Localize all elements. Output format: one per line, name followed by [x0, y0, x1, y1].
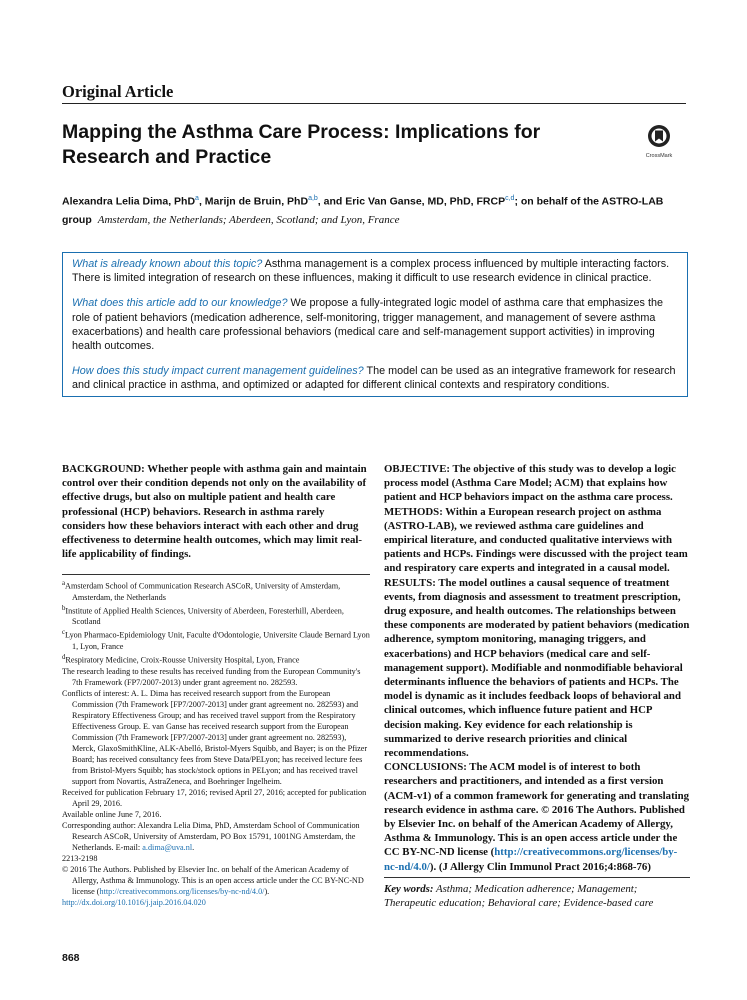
key-point	[72, 257, 678, 285]
footnote-corresponding	[62, 820, 370, 853]
key-point-question: What does this article add to our knowledge?	[72, 297, 288, 310]
affiliation-line: Amsterdam, the Netherlands; Aberdeen, Scotland; and Lyon, France	[97, 213, 400, 226]
footnote-copyright	[62, 864, 370, 897]
footnote-sup: c	[62, 629, 66, 637]
footnote-online: Available online June 7, 2016.	[62, 809, 162, 819]
footnotes	[62, 574, 370, 908]
footnote-sup: d	[62, 654, 66, 662]
abstract-left-column	[62, 462, 370, 561]
footnote-sup: a	[62, 580, 66, 587]
crossmark-icon	[647, 124, 671, 148]
abstract-results: RESULTS: The model outlines a causal sequence of treatment events, from diagnosis and assessment to treatment prescription, drug exposure, and health outcomes. The relationships between these components are moderated by patient behaviors (medication adherence, symptom monitoring, managing triggers, and exacerbations) and HCP behaviors (medical care and self-management support). Modifiable and nonmodifiable behavioral determinants influence the behaviors of patients and HCPs. The model is dynamic as it includes feedback loops of behavioral and clinical outcomes, which influence future patient and HCP decision making. Key evidence for each relationship is summarized to derive research priorities and clinical recommendations.	[384, 576, 690, 760]
keywords-text: Asthma; Medication adherence; Management; Therapeutic education; Behavioral care; Evidence-based care	[384, 883, 654, 910]
abstract-right-column	[384, 462, 690, 874]
abstract-objective: OBJECTIVE: The objective of this study was to develop a logic process model (Asthma Care Model; ACM) that explains how patient and HCP behaviors impact on the asthma care process.	[384, 463, 676, 504]
footnote-text: Amsterdam School of Communication Research ASCoR, University of Amsterdam, Amsterdam, the Netherlands	[65, 581, 341, 602]
footnote-affiliation	[62, 603, 370, 628]
author-name: Eric Van Ganse, MD, PhD, FRCP	[345, 195, 506, 208]
crossmark-badge[interactable]	[634, 124, 684, 160]
doi-link[interactable]: http://dx.doi.org/10.1016/j.jaip.2016.04.020	[62, 897, 206, 907]
author-affil-sup[interactable]: a	[195, 195, 199, 202]
footnote-text: Lyon Pharmaco-Epidemiology Unit, Faculte d'Odontologie, Universite Claude Bernard Lyon 1, Lyon, France	[65, 631, 370, 652]
crossmark-label: CrossMark	[645, 153, 673, 159]
footnote-text: Corresponding author: Alexandra Lelia Dima, PhD, Amsterdam School of Communication Research ASCoR, University of Amsterdam, PO Box 15791, 1001NG Amsterdam, the Netherlands. E-mail:	[62, 820, 360, 852]
footnote-text: ).	[264, 886, 270, 896]
key-points-box	[62, 252, 688, 397]
author-list	[62, 190, 688, 229]
author-name: Marijn de Bruin, PhD	[204, 195, 309, 208]
footnote-funding: The research leading to these results has received funding from the European Community's 7th Framework (FP7/2007-2013) under grant agreement no. 282593.	[62, 666, 361, 687]
author-affil-sup[interactable]: a,b	[308, 195, 318, 202]
conclusions-text: ). (J Allergy Clin Immunol Pract 2016;4:868-76)	[429, 860, 651, 873]
author-affil-sup[interactable]: c,d	[505, 195, 515, 202]
footnote-text: Institute of Applied Health Sciences, University of Aberdeen, Foresterhill, Aberdeen, Scotland	[65, 606, 344, 627]
article-title: Mapping the Asthma Care Process: Implications for Research and Practice	[62, 121, 541, 168]
license-link[interactable]: http://creativecommons.org/licenses/by-nc-nd/4.0/	[384, 846, 678, 873]
abstract-background: BACKGROUND: Whether people with asthma gain and maintain control over their condition depends not only on the availability of effective drugs, but also on multiple patient and health care professional (HCP) behaviors. Research in asthma rarely considers how these behaviors interact with each other and drug effectiveness to determine health outcomes, which may limit real-life applicability of findings.	[62, 463, 367, 561]
page-number: 868	[62, 952, 80, 964]
key-point-question: What is already known about this topic?	[72, 258, 263, 270]
key-point-question: How does this study impact current management guidelines?	[72, 365, 364, 378]
footnote-received: Received for publication February 17, 2016; revised April 27, 2016; accepted for publication April 29, 2016.	[62, 787, 367, 808]
footnote-affiliation	[62, 652, 370, 666]
keywords-label: Key words:	[384, 883, 434, 895]
abstract-methods: METHODS: Within a European research project on asthma (ASTRO-LAB), we reviewed asthma care guidelines and empirical literature, and conducted qualitative interviews with patients and HCPs. Findings were discussed with the project team and respiratory care experts and integrated in a causal model.	[384, 505, 688, 575]
footnote-text: Respiratory Medicine, Croix-Rousse University Hospital, Lyon, France	[65, 655, 300, 665]
key-point	[72, 296, 678, 353]
author-name: Alexandra Lelia Dima, PhD	[62, 195, 196, 208]
keywords-rule	[384, 877, 690, 878]
license-link[interactable]: http://creativecommons.org/licenses/by-nc-nd/4.0/	[99, 886, 265, 896]
section-label: Original Article	[62, 82, 174, 101]
author-separator: , and	[317, 195, 346, 208]
key-point	[72, 364, 678, 392]
header-rule	[62, 103, 686, 104]
footnote-text: © 2016 The Authors. Published by Elsevier Inc. on behalf of the American Academy of Allergy, Asthma & Immunology. This is an open access article under the CC BY-NC-ND license (	[62, 864, 364, 896]
footnote-affiliation	[62, 627, 370, 652]
footnote-text: .	[192, 842, 195, 852]
footnote-conflicts: Conflicts of interest: A. L. Dima has received research support from the European Commission (7th Framework [FP7/2007-2013] under grant agreement no. 282593) and Respiratory Effectiveness Group; and has received travel support from the Respiratory Effectiveness Group. E. van Ganse has received research support from the European Commission (7th Framework [FP7/2007-2013] under grant agreement no. 282593), Merck, GlaxoSmithKline, ALK-Abelló, Bristol-Myers Squibb, and Bayer; is on the Pfizer Board; has received consultancy fees from Steve Data/PELyon; has received lecture fees from Bristol-Myers Squibb; has stock/stock options in PELyon; and has received travel support from Novartis, AstraZeneca, and Boehringer Ingelheim.	[62, 688, 368, 786]
keywords	[384, 882, 690, 910]
author-separator: ; on behalf of the ASTRO-LAB group	[62, 195, 664, 226]
key-point-answer: The model can be used as an integrative framework for research and clinical practice in asthma, and optimized or adapted for different clinical contexts and respiratory conditions.	[72, 365, 676, 392]
footnote-issn: 2213-2198	[62, 853, 98, 863]
author-separator: ,	[198, 195, 205, 208]
key-point-answer: We propose a fully-integrated logic model of asthma care that emphasizes the role of patient behaviors (medication adherence, self-monitoring, trigger management, and management of severe asthma exacerbations) and health care professional behaviors (medical care and self-management support activities) in improving health outcomes.	[72, 297, 663, 353]
footnote-sup: b	[62, 604, 66, 612]
email-link[interactable]: a.dima@uva.nl	[142, 842, 193, 852]
footnote-affiliation	[62, 578, 370, 603]
abstract-conclusions	[384, 760, 690, 874]
key-point-answer: Asthma management is a complex process influenced by multiple interacting factors. There is limited integration of research on these influences, making it difficult to use research evidence in clinical practice.	[72, 258, 670, 285]
conclusions-text: CONCLUSIONS: The ACM model is of interest to both researchers and practitioners, and intended as a first version (ACM-v1) of a common framework for generating and translating research evidence in asthma care. © 2016 The Authors. Published by Elsevier Inc. on behalf of the American Academy of Allergy, Asthma & Immunology. This is an open access article under the CC BY-NC-ND license (	[384, 761, 690, 859]
footnote-rule	[62, 574, 370, 575]
